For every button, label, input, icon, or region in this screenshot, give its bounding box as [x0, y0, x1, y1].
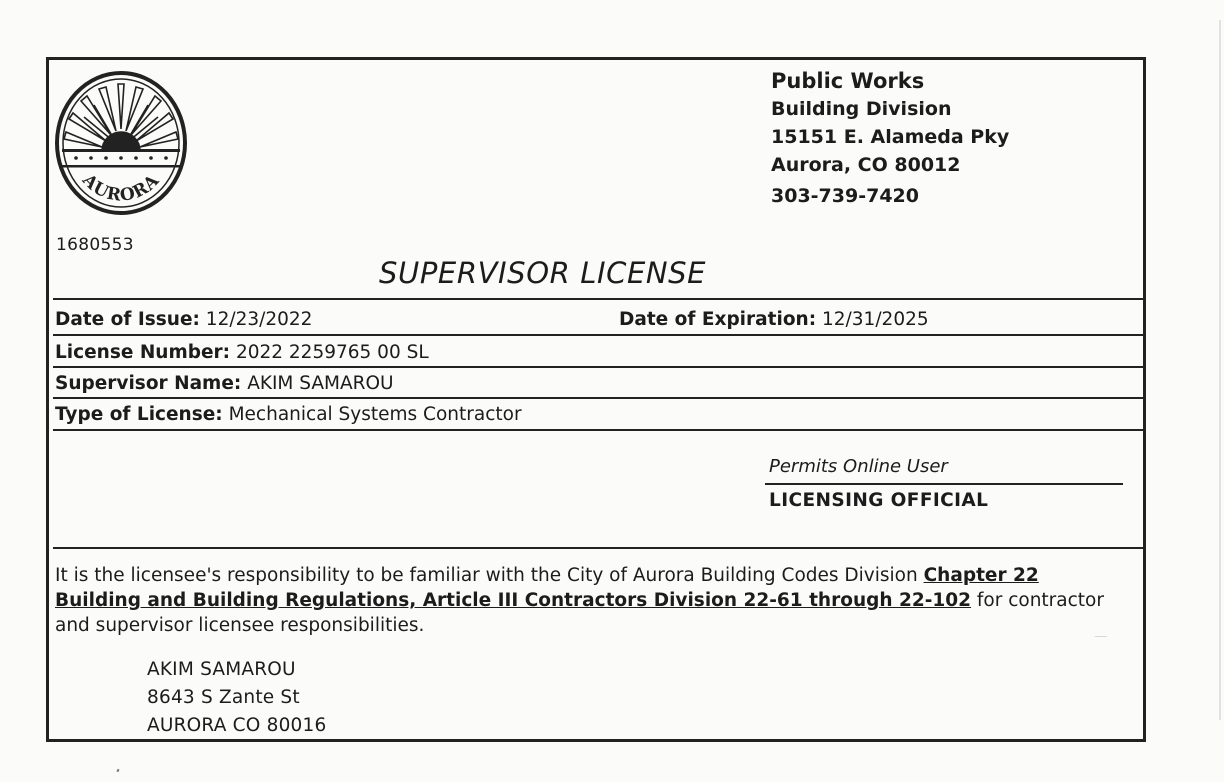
divider [53, 334, 1146, 336]
date-of-issue-field [55, 309, 312, 330]
org-address-block [771, 67, 1009, 210]
scan-speck [116, 769, 119, 773]
supervisor-name-value: AKIM SAMAROU [247, 373, 394, 394]
notice-text-after: for contractor and supervisor licensee responsibilities. [55, 590, 1104, 636]
signature-name: Permits Online User [769, 456, 948, 477]
scan-edge [1219, 20, 1221, 720]
signature-title: LICENSING OFFICIAL [769, 490, 989, 511]
mailing-street: 8643 S Zante St [147, 687, 300, 708]
notice-text-before: It is the licensee's responsibility to be familiar with the City of Aurora Building Codes Division [55, 565, 924, 586]
license-number-field [55, 342, 429, 363]
responsibility-notice [55, 563, 1115, 638]
mailing-address [147, 656, 326, 740]
date-of-expiration-label: Date of Expiration: [619, 309, 817, 330]
type-of-license-field [55, 404, 522, 425]
license-frame [46, 57, 1146, 742]
org-street: 15151 E. Alameda Pky [771, 126, 1010, 148]
mailing-city-state-zip: AURORA CO 80016 [147, 715, 327, 736]
supervisor-name-label: Supervisor Name: [55, 373, 242, 394]
org-division: Building Division [771, 98, 952, 120]
date-of-issue-label: Date of Issue: [55, 309, 200, 330]
divider [53, 298, 1146, 300]
date-of-expiration-value: 12/31/2025 [822, 309, 929, 330]
divider [53, 547, 1146, 549]
city-seal-logo [54, 69, 187, 215]
divider [53, 397, 1146, 399]
org-department: Public Works [771, 69, 925, 93]
document-title: SUPERVISOR LICENSE [379, 256, 707, 290]
svg-text:AURORA [77, 170, 163, 206]
signature-line [765, 483, 1123, 485]
supervisor-name-field [55, 373, 394, 394]
license-number-value: 2022 2259765 00 SL [235, 342, 429, 363]
type-of-license-value: Mechanical Systems Contractor [228, 404, 522, 425]
seal-text: AURORA [78, 170, 164, 206]
org-phone: 303-739-7420 [771, 185, 919, 207]
document-number: 1680553 [56, 235, 134, 255]
divider [53, 366, 1146, 368]
date-of-issue-value: 12/23/2022 [205, 309, 313, 330]
chapter-22-regulations-link[interactable]: Chapter 22 Building and Building Regulations, Article III Contractors Division 22-61 through 22-102 [55, 565, 1039, 611]
divider [53, 429, 1146, 431]
type-of-license-label: Type of License: [55, 404, 223, 425]
date-of-expiration-field [619, 309, 929, 330]
license-number-label: License Number: [55, 342, 231, 363]
mailing-name: AKIM SAMAROU [147, 659, 296, 680]
org-city-state: Aurora, CO 80012 [771, 154, 961, 176]
